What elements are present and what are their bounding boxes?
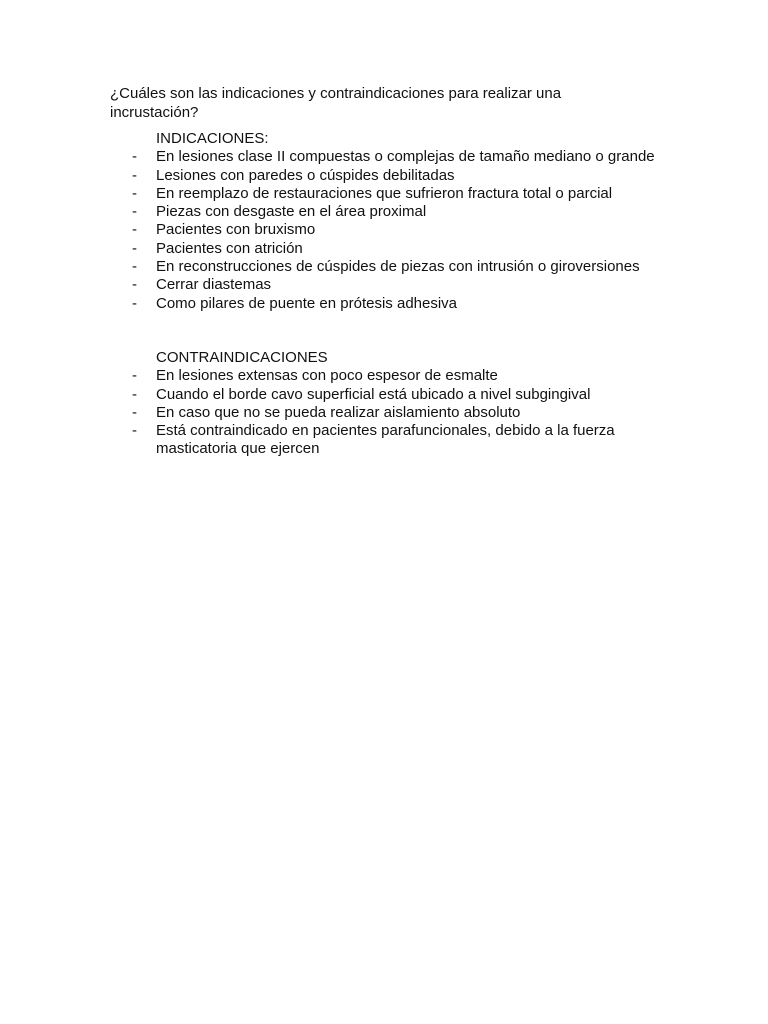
- list-item: [0, 148, 666, 166]
- list-item: [0, 404, 666, 422]
- bullet-dash: -: [132, 203, 137, 221]
- list-item-text: Pacientes con bruxismo: [156, 221, 316, 239]
- list-item: [0, 258, 666, 276]
- list-item: [0, 386, 666, 404]
- bullet-dash: -: [132, 239, 137, 257]
- list-item-text: En reconstrucciones de cúspides de piezas con intrusión o giroversiones: [156, 258, 640, 276]
- list-item-text: Pacientes con atrición: [156, 239, 303, 257]
- bullet-dash: -: [132, 294, 137, 312]
- list-item-text: En caso que no se pueda realizar aislamiento absoluto: [156, 403, 521, 421]
- list-item-text: Lesiones con paredes o cúspides debilitadas: [156, 166, 455, 184]
- list-item: [0, 276, 666, 294]
- list-item: [0, 240, 666, 258]
- bullet-dash: -: [132, 148, 137, 166]
- list-item-text: Cuando el borde cavo superficial está ubicado a nivel subgingival: [156, 385, 591, 403]
- indicaciones-list: [0, 148, 768, 313]
- bullet-dash: -: [132, 367, 137, 385]
- list-item: [0, 367, 666, 385]
- list-item: [0, 221, 666, 239]
- bullet-dash: -: [132, 422, 137, 440]
- bullet-dash: -: [132, 221, 137, 239]
- list-item: [0, 422, 666, 459]
- question-text: ¿Cuáles son las indicaciones y contraindicaciones para realizar una incrustación?: [110, 85, 562, 121]
- bullet-dash: -: [132, 184, 137, 202]
- contraindicaciones-list: [0, 367, 768, 458]
- list-item-text: En lesiones extensas con poco espesor de esmalte: [156, 367, 498, 385]
- indicaciones-section: [0, 130, 768, 313]
- list-item: [0, 203, 666, 221]
- list-item-text: Piezas con desgaste en el área proximal: [156, 203, 427, 221]
- contraindicaciones-section: [0, 349, 768, 459]
- list-item: [0, 185, 666, 203]
- list-item-text: Como pilares de puente en prótesis adhesiva: [156, 294, 458, 312]
- list-item-text: Está contraindicado en pacientes parafuncionales, debido a la fuerza masticatoria que ejercen: [156, 422, 615, 458]
- list-item-text: Cerrar diastemas: [156, 276, 272, 294]
- list-item: [0, 295, 666, 313]
- contraindicaciones-heading: CONTRAINDICACIONES: [156, 349, 328, 366]
- list-item: [0, 167, 666, 185]
- bullet-dash: -: [132, 276, 137, 294]
- indicaciones-heading: INDICACIONES:: [156, 130, 269, 147]
- list-item-text: En lesiones clase II compuestas o complejas de tamaño mediano o grande: [156, 148, 655, 166]
- list-item-text: En reemplazo de restauraciones que sufrieron fractura total o parcial: [156, 184, 613, 202]
- bullet-dash: -: [132, 403, 137, 421]
- bullet-dash: -: [132, 258, 137, 276]
- bullet-dash: -: [132, 166, 137, 184]
- bullet-dash: -: [132, 385, 137, 403]
